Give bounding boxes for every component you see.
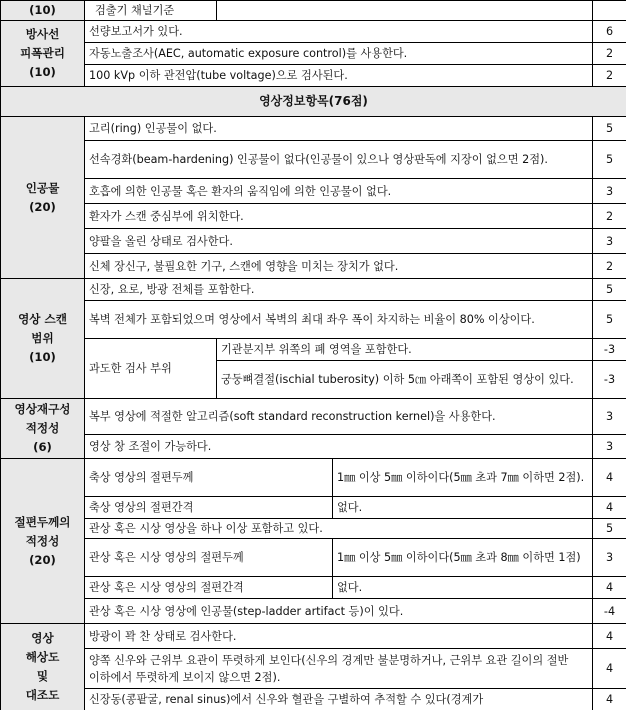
item-text: 방광이 꽉 찬 상태로 검사한다. (85, 624, 593, 649)
table-row (1, 649, 626, 689)
item-detail: 없다. (333, 577, 593, 599)
item-text: 검출기 채널기준 (85, 1, 217, 21)
table-row (1, 689, 626, 710)
table-row (1, 43, 626, 65)
category-line: (20) (29, 552, 56, 567)
category-radiation (1, 21, 85, 87)
score-cell: 4 (593, 497, 626, 519)
score-cell: -4 (593, 599, 626, 624)
item-text: 양팔을 올린 상태로 검사한다. (85, 229, 593, 254)
score-cell: 3 (593, 229, 626, 254)
category-scan-range (1, 279, 85, 399)
item-text: 신체 장신구, 불필요한 기구, 스캔에 영향을 미치는 장치가 없다. (85, 254, 593, 279)
item-label: 축상 영상의 절편두께 (85, 459, 333, 497)
item-text: 복부 영상에 적절한 알고리즘(soft standard reconstruction kernel)을 사용한다. (85, 399, 593, 435)
category-line: (20) (29, 199, 56, 214)
item-text: 자동노출조사(AEC, automatic exposure control)를 사용한다. (85, 43, 593, 65)
category-artifacts (1, 117, 85, 279)
score-cell: 2 (593, 65, 626, 87)
score-cell: 2 (593, 254, 626, 279)
score-cell (593, 1, 626, 21)
category-line: 영상 (31, 631, 54, 645)
category-recon (1, 399, 85, 459)
item-label: 관상 혹은 시상 영상을 하나 이상 포함하고 있다. (85, 519, 593, 539)
item-text: 영상 창 조절이 가능하다. (85, 435, 593, 459)
score-cell: 3 (593, 539, 626, 577)
item-text: 궁둥뼈결절(ischial tuberosity) 이하 5㎝ 아래쪽이 포함된 영상이 있다. (217, 361, 593, 399)
table-row (1, 65, 626, 87)
table-row (1, 229, 626, 254)
item-text: 100 kVp 이하 관전압(tube voltage)으로 검사된다. (85, 65, 593, 87)
table-row (1, 459, 626, 497)
category-line: 범위 (31, 331, 54, 345)
table-row (1, 339, 626, 361)
table-row (1, 204, 626, 229)
category-line: (10) (29, 350, 56, 364)
item-text: 선속경화(beam-hardening) 인공물이 없다(인공물이 있으나 영상판독에 지장이 없으면 2점). (85, 141, 593, 179)
score-cell: -3 (593, 361, 626, 399)
score-cell: 4 (593, 689, 626, 710)
table-row (1, 519, 626, 539)
score-cell: 5 (593, 141, 626, 179)
category-thickness (1, 459, 85, 624)
category-line: 대조도 (25, 688, 60, 702)
category-line: 영상재구성 (14, 402, 71, 416)
score-cell: 4 (593, 624, 626, 649)
table-row (1, 577, 626, 599)
item-detail: 1㎜ 이상 5㎜ 이하이다(5㎜ 초과 8㎜ 이하면 1점) (333, 539, 593, 577)
category-line: 방사선 (25, 27, 60, 41)
item-text: 기관분지부 위쪽의 폐 영역을 포함한다. (217, 339, 593, 361)
item-text: 신장동(콩팥굴, renal sinus)에서 신우와 혈관을 구별하여 추적할 수 있다(경계가 (85, 689, 593, 710)
category-line: (10) (29, 65, 56, 79)
item-detail: 1㎜ 이상 5㎜ 이하이다(5㎜ 초과 7㎜ 이하면 2점). (333, 459, 593, 497)
score-cell: 2 (593, 204, 626, 229)
table-row (1, 599, 626, 624)
score-cell: 5 (593, 279, 626, 301)
category-line: 피폭관리 (20, 46, 65, 60)
item-label: 축상 영상의 절편간격 (85, 497, 333, 519)
item-label: 관상 혹은 시상 영상에 인공물(step-ladder artifact 등)이 있다. (85, 599, 593, 624)
item-text: 선량보고서가 있다. (85, 21, 593, 43)
table-row (1, 279, 626, 301)
score-cell: 4 (593, 459, 626, 497)
category-resolution (1, 624, 85, 710)
category-line: 절편두께의 (14, 514, 71, 529)
table-row (1, 624, 626, 649)
score-cell: 4 (593, 577, 626, 599)
table-row (1, 1, 626, 21)
category-cell: (10) (1, 1, 85, 21)
score-cell: 3 (593, 435, 626, 459)
score-cell: 5 (593, 301, 626, 339)
item-label: 관상 혹은 시상 영상의 절편두께 (85, 539, 333, 577)
category-line: 해상도 (25, 650, 60, 664)
item-label: 관상 혹은 시상 영상의 절편간격 (85, 577, 333, 599)
table-row (1, 141, 626, 179)
category-line: 및 (36, 669, 49, 683)
category-line: 영상 스캔 (18, 312, 67, 326)
table-row (1, 254, 626, 279)
table-row (1, 87, 626, 117)
table-row (1, 435, 626, 459)
table-row (1, 179, 626, 204)
score-cell: 2 (593, 43, 626, 65)
category-line: 인공물 (25, 180, 60, 195)
table-row (1, 21, 626, 43)
category-line: 적정성 (25, 421, 60, 435)
score-cell: 6 (593, 21, 626, 43)
table-row (1, 539, 626, 577)
item-detail: 없다. (333, 497, 593, 519)
score-cell: 4 (593, 649, 626, 689)
category-line: 적정성 (25, 533, 60, 548)
item-text: 환자가 스캔 중심부에 위치한다. (85, 204, 593, 229)
score-cell: -3 (593, 339, 626, 361)
score-cell: 5 (593, 519, 626, 539)
table-row (1, 497, 626, 519)
blank-cell (217, 1, 593, 21)
over-scan-label: 과도한 검사 부위 (85, 339, 217, 399)
item-text: 복벽 전체가 포함되었으며 영상에서 복벽의 최대 좌우 폭이 차지하는 비율이 80% 이상이다. (85, 301, 593, 339)
section-title: 영상정보항목(76점) (1, 87, 626, 117)
item-text: 양쪽 신우와 근위부 요관이 뚜렷하게 보인다(신우의 경계만 불분명하거나, 근위부 요관 길이의 절반 이하에서 뚜렷하게 보이지 않으면 2점). (85, 649, 593, 689)
item-text: 신장, 요로, 방광 전체를 포함한다. (85, 279, 593, 301)
item-text: 호흡에 의한 인공물 혹은 환자의 움직임에 의한 인공물이 없다. (85, 179, 593, 204)
category-line: (6) (33, 440, 52, 454)
score-cell: 3 (593, 399, 626, 435)
table-row (1, 399, 626, 435)
table-row (1, 301, 626, 339)
score-cell: 5 (593, 117, 626, 141)
score-cell: 3 (593, 179, 626, 204)
item-text: 고리(ring) 인공물이 없다. (85, 117, 593, 141)
table-row (1, 117, 626, 141)
